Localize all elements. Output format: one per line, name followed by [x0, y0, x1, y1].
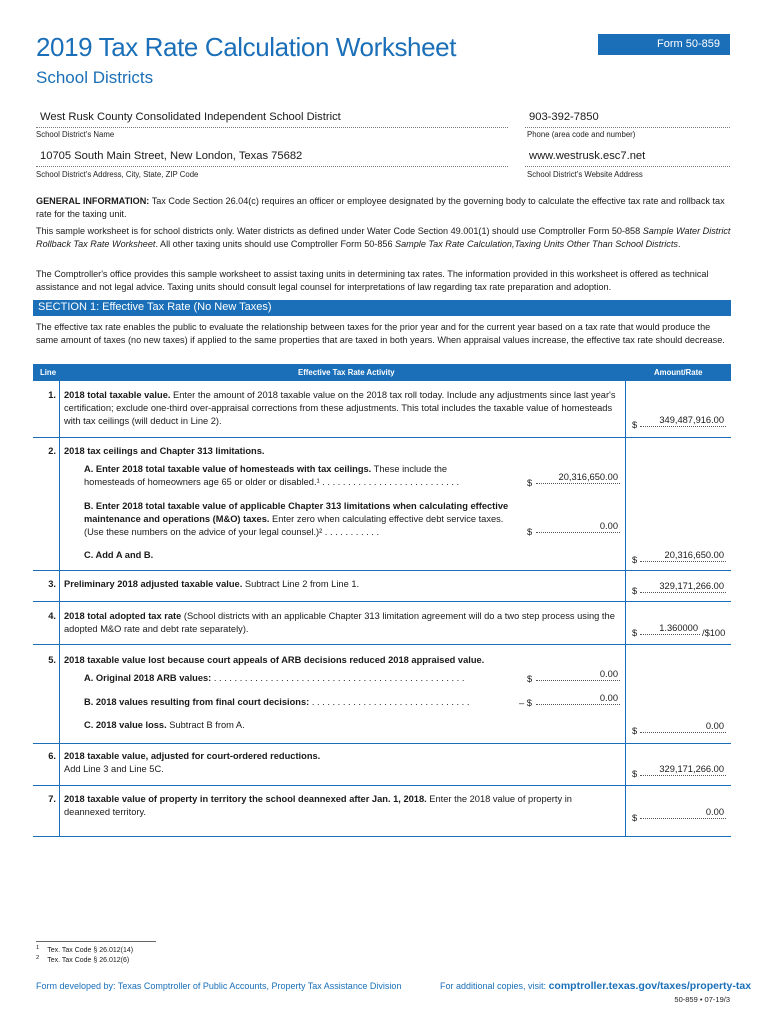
district-name-label: School District's Name — [36, 130, 115, 139]
line-2b-dollar: $ — [527, 527, 533, 537]
page-subtitle: School Districts — [36, 68, 154, 87]
line-1-text — [64, 389, 619, 427]
line-5c-dollar: $ — [632, 726, 638, 736]
footer-link[interactable]: comptroller.texas.gov/taxes/property-tax — [548, 980, 752, 992]
line-5b-minus-dollar: – $ — [519, 698, 532, 708]
grid-line — [625, 381, 626, 836]
line-6-value[interactable]: 329,171,266.00 — [640, 763, 726, 776]
line-2a-desc: These include the homesteads of homeowners age 65 or older or disabled.¹ . . . . . . . . . . . . . . . . . . . . . . . . . . . — [84, 464, 460, 487]
line-1-dollar: $ — [632, 420, 638, 430]
footnote-2-text: Tex. Tax Code § 26.012(6) — [47, 957, 130, 965]
line-5a-bold: A. Original 2018 ARB values: — [84, 673, 212, 683]
line-5c-desc: Subtract B from A. — [166, 720, 245, 730]
line-6-bold: 2018 taxable value, adjusted for court-ordered reductions. — [64, 751, 321, 761]
line-1-number: 1. — [48, 390, 56, 400]
line-7-text — [64, 793, 619, 819]
form-code: 50-859 • 07-19/3 — [674, 995, 730, 1004]
sample-italic-1: Sample Water District Rollback Tax Rate Worksheet — [36, 226, 731, 249]
footnote-1 — [36, 945, 133, 954]
section-1-intro: The effective tax rate enables the public to evaluate the relationship between taxes for the prior year and for the current year based on a tax rate that would produce the same amount of taxes (no new taxes) if applied to the same properties that are taxed in both years. When appraisal values increase, the effective tax rate should decrease. — [36, 322, 725, 345]
line-5b-bold: B. 2018 values resulting from final court decisions: — [84, 697, 310, 707]
general-heading: GENERAL INFORMATION: — [36, 196, 150, 206]
line-2-bold: 2018 tax ceilings and Chapter 313 limitations. — [64, 446, 265, 456]
footnote-divider — [36, 941, 156, 942]
line-1-desc: Enter the amount of 2018 taxable value on the 2018 tax roll today. Include any adjustments since last year's certification; exclude one-third over-appraisal corrections from these adjustments. This total includes the taxable value of homesteads with tax ceilings (will deduct in Line 2). — [64, 390, 616, 426]
line-3-bold: Preliminary 2018 adjusted taxable value. — [64, 579, 243, 589]
sample-text-2: . All other taxing units should use Comptroller Form 50-856 — [155, 238, 396, 249]
line-3-desc: Subtract Line 2 from Line 1. — [242, 579, 360, 589]
address-field[interactable]: 10705 South Main Street, New London, Texas 75682 — [36, 147, 508, 167]
line-3-number: 3. — [48, 579, 56, 589]
footnote-2-mark: 2 — [36, 955, 40, 961]
line-4-unit: /$100 — [702, 628, 726, 638]
line-6-number: 6. — [48, 751, 56, 761]
grid-line — [33, 743, 731, 744]
line-5-number: 5. — [48, 655, 56, 665]
grid-line — [59, 381, 60, 836]
footer-developer: Form developed by: Texas Comptroller of Public Accounts, Property Tax Assistance Division — [36, 981, 402, 991]
line-4-desc: (School districts with an applicable Chapter 313 limitation agreement will do a two step process using the adopted M&O rate and debt rate separately). — [64, 611, 615, 634]
line-3-text — [64, 578, 619, 591]
grid-line — [33, 644, 731, 645]
line-5a-dots: . . . . . . . . . . . . . . . . . . . . . . . . . . . . . . . . . . . . . . . . . . . . . . . . . — [211, 673, 465, 683]
general-information — [36, 195, 732, 220]
footer-copies — [440, 980, 751, 992]
line-7-desc: Enter the 2018 value of property in deannexed territory. — [64, 794, 572, 817]
website-field[interactable]: www.westrusk.esc7.net — [525, 147, 730, 167]
line-5c-value[interactable]: 0.00 — [640, 720, 726, 733]
comptroller-info: The Comptroller's office provides this sample worksheet to assist taxing units in determining tax rates. The information provided in this worksheet is offered as technical assistance and not legal advice. Taxing units should consult legal counsel for interpretations of law regarding tax rate preparation and adoption. — [36, 269, 709, 292]
line-2a-text — [84, 463, 496, 489]
form-number-badge: Form 50-859 — [598, 34, 730, 55]
line-2-number: 2. — [48, 446, 56, 456]
table-header — [33, 364, 731, 381]
line-7-value[interactable]: 0.00 — [640, 806, 726, 819]
grid-line — [33, 570, 731, 571]
line-2c-bold: C. Add A and B. — [84, 550, 154, 560]
line-4-value[interactable]: 1.360000 — [640, 622, 700, 635]
grid-line — [33, 836, 731, 837]
line-5b-text — [84, 696, 514, 709]
footnote-1-text: Tex. Tax Code § 26.012(14) — [47, 947, 134, 955]
line-2b-value[interactable]: 0.00 — [536, 520, 620, 533]
line-7-dollar: $ — [632, 813, 638, 823]
line-2c-text — [84, 549, 153, 562]
col-activity-header: Effective Tax Rate Activity — [298, 368, 395, 377]
website-label: School District's Website Address — [527, 170, 643, 179]
line-7-bold: 2018 taxable value of property in territory the school deannexed after Jan. 1, 2018. — [64, 794, 427, 804]
line-4-bold: 2018 total adopted tax rate — [64, 611, 182, 621]
col-line-header: Line — [40, 368, 57, 377]
col-amount-header: Amount/Rate — [654, 368, 703, 377]
line-6-desc: Add Line 3 and Line 5C. — [64, 763, 164, 774]
line-5b-dots: . . . . . . . . . . . . . . . . . . . . . . . . . . . . . . . — [309, 697, 470, 707]
line-2-text — [64, 445, 619, 458]
line-4-dollar: $ — [632, 628, 638, 638]
line-2b-desc: Enter zero when calculating effective debt service taxes. (Use these numbers on the advice of your legal counsel.)² . . . . . . . . . . . — [84, 513, 504, 537]
line-5-text — [64, 654, 619, 667]
line-1-value[interactable]: 349,487,916.00 — [640, 414, 726, 427]
line-2b-bold: B. Enter 2018 total taxable value of applicable Chapter 313 limitations when calculating effective maintenance and operations (M&O) taxes. — [84, 501, 509, 524]
line-5c-text — [84, 719, 245, 732]
line-3-dollar: $ — [632, 586, 638, 596]
sample-text-1: This sample worksheet is for school districts only. Water districts as defined under Water Code Section 49.001(1) should use Comptroller Form 50-858 — [36, 226, 643, 236]
line-2c-dollar: $ — [632, 555, 638, 565]
grid-line — [33, 785, 731, 786]
line-1-bold: 2018 total taxable value. — [64, 390, 171, 400]
line-2b-text — [84, 500, 514, 538]
sample-info — [36, 225, 732, 250]
line-7-number: 7. — [48, 794, 56, 804]
sample-text-3: . — [677, 238, 681, 249]
line-2a-value[interactable]: 20,316,650.00 — [536, 471, 620, 484]
line-4-text — [64, 610, 619, 636]
footnote-1-mark: 1 — [36, 945, 40, 951]
line-5a-value[interactable]: 0.00 — [536, 668, 620, 681]
section-1-title: SECTION 1: Effective Tax Rate (No New Taxes) — [33, 300, 731, 316]
line-5a-dollar: $ — [527, 674, 533, 684]
district-name-field[interactable]: West Rusk County Consolidated Independent School District — [36, 108, 508, 128]
line-2a-bold: A. Enter 2018 total taxable value of homesteads with tax ceilings. — [84, 464, 372, 474]
line-5b-value[interactable]: 0.00 — [536, 692, 620, 705]
phone-label: Phone (area code and number) — [527, 130, 636, 139]
line-5a-text — [84, 672, 514, 685]
phone-field[interactable]: 903-392-7850 — [525, 108, 730, 128]
line-5c-bold: C. 2018 value loss. — [84, 720, 167, 730]
grid-line — [33, 437, 731, 438]
line-6-text — [64, 750, 619, 776]
page-title: 2019 Tax Rate Calculation Worksheet — [36, 32, 457, 62]
footnote-2 — [36, 955, 129, 964]
line-4-number: 4. — [48, 611, 56, 621]
general-text: Tax Code Section 26.04(c) requires an officer or employee designated by the governing body to calculate the effective tax rate and rollback tax rate for the taxing unit. — [36, 196, 725, 219]
line-6-dollar: $ — [632, 769, 638, 779]
footer-copies-prefix: For additional copies, visit: — [440, 981, 549, 991]
address-label: School District's Address, City, State, ZIP Code — [36, 170, 199, 179]
line-2c-value[interactable]: 20,316,650.00 — [640, 549, 726, 562]
line-2a-dollar: $ — [527, 478, 533, 488]
grid-line — [33, 601, 731, 602]
sample-italic-2: Sample Tax Rate Calculation,Taxing Units Other Than School Districts — [395, 238, 678, 249]
line-5-bold: 2018 taxable value lost because court appeals of ARB decisions reduced 2018 appraised value. — [64, 655, 485, 665]
line-3-value[interactable]: 329,171,266.00 — [640, 580, 726, 593]
